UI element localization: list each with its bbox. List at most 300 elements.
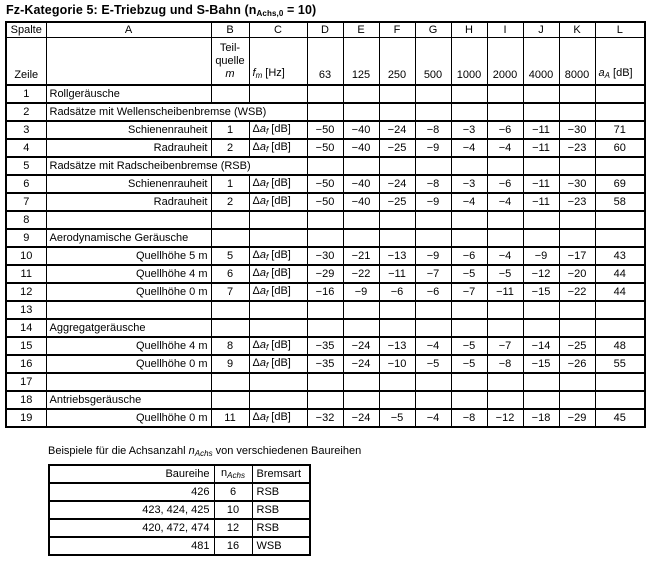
bremsart-cell: RSB [252, 519, 310, 537]
band-value-cell [487, 85, 523, 103]
source-label-cell [46, 301, 211, 319]
baureihe-cell: 481 [49, 537, 214, 555]
aA-total-cell [595, 103, 645, 121]
col-letter-f: F [379, 22, 415, 38]
band-value-cell: −30 [559, 175, 595, 193]
axle-row [49, 501, 310, 519]
nachs-cell: 6 [214, 483, 252, 501]
table-row-zeile-17 [6, 373, 645, 391]
level-symbol-sub: A [604, 71, 610, 80]
zeile-number: 8 [6, 211, 46, 229]
teilquelle-cell: 2 [211, 139, 249, 157]
band-value-cell [451, 157, 487, 175]
label-column-header [46, 38, 211, 86]
band-value-cell [343, 319, 379, 337]
band-value-cell [559, 211, 595, 229]
caption-n-symbol: n [188, 445, 195, 457]
band-value-cell: −17 [559, 247, 595, 265]
table-row-zeile-7 [6, 193, 645, 211]
band-value-cell [523, 373, 559, 391]
band-value-cell: −5 [451, 265, 487, 283]
aA-total-cell: 48 [595, 337, 645, 355]
nachs-cell: 10 [214, 501, 252, 519]
delta-af-cell [249, 85, 307, 103]
band-value-cell [559, 157, 595, 175]
band-value-cell [523, 301, 559, 319]
nachs-symbol: n [221, 466, 228, 479]
band-value-cell: −25 [379, 139, 415, 157]
baureihe-header: Baureihe [49, 465, 214, 483]
table-row-zeile-6 [6, 175, 645, 193]
freq-4000: 4000 [523, 38, 559, 86]
bremsart-cell: RSB [252, 483, 310, 501]
band-value-cell: −15 [523, 355, 559, 373]
aA-total-cell: 71 [595, 121, 645, 139]
column-letter-row [6, 22, 645, 38]
aA-total-cell: 58 [595, 193, 645, 211]
band-value-cell [379, 85, 415, 103]
band-value-cell [451, 85, 487, 103]
band-value-cell: −11 [379, 265, 415, 283]
band-value-cell: −24 [379, 121, 415, 139]
band-value-cell [415, 211, 451, 229]
source-label-cell: Quellhöhe 0 m [46, 355, 211, 373]
teilquelle-cell: 9 [211, 355, 249, 373]
band-value-cell: −3 [451, 175, 487, 193]
level-unit: [dB] [609, 67, 633, 79]
zeile-number: 5 [6, 157, 46, 175]
band-value-cell: −6 [451, 247, 487, 265]
delta-a-symbol: a [259, 338, 266, 351]
source-label-cell: Schienenrauheit [46, 175, 211, 193]
freq-1000: 1000 [451, 38, 487, 86]
freq-63: 63 [307, 38, 343, 86]
caption-suffix: von verschiedenen Baureihen [212, 445, 362, 457]
section-header-cell: Antriebsgeräusche [46, 391, 211, 409]
zeile-number: 2 [6, 103, 46, 121]
source-label-cell: Quellhöhe 0 m [46, 283, 211, 301]
band-value-cell [559, 229, 595, 247]
delta-f-subscript: f [265, 180, 269, 190]
caption-text: Beispiele für die Achsanzahl [48, 445, 189, 457]
band-value-cell: −15 [523, 283, 559, 301]
delta-a-symbol: a [259, 194, 266, 207]
band-value-cell: −29 [307, 265, 343, 283]
teilquelle-cell [211, 373, 249, 391]
freq-2000: 2000 [487, 38, 523, 86]
teilquelle-cell: 11 [211, 409, 249, 427]
col-letter-j: J [523, 22, 559, 38]
band-value-cell: −7 [451, 283, 487, 301]
aA-total-cell: 43 [595, 247, 645, 265]
band-value-cell [559, 301, 595, 319]
band-value-cell: −6 [379, 283, 415, 301]
band-value-cell [559, 85, 595, 103]
band-value-cell [451, 301, 487, 319]
col-letter-i: I [487, 22, 523, 38]
col-letter-e: E [343, 22, 379, 38]
band-value-cell [523, 319, 559, 337]
delta-f-subscript: f [265, 198, 269, 208]
band-value-cell [523, 103, 559, 121]
teilquelle-cell [211, 391, 249, 409]
axle-examples-table [48, 464, 311, 556]
band-value-cell: −12 [487, 409, 523, 427]
col-letter-a: A [46, 22, 211, 38]
delta-a-symbol: a [259, 248, 266, 261]
level-column-header [595, 38, 645, 86]
unit-header-row [6, 38, 645, 86]
band-value-cell: −3 [451, 121, 487, 139]
delta-f-subscript: f [265, 288, 269, 298]
teilquelle-cell [211, 229, 249, 247]
axle-table-header-row [49, 465, 310, 483]
band-value-cell [559, 319, 595, 337]
delta-af-cell [249, 211, 307, 229]
band-value-cell: −6 [487, 121, 523, 139]
band-value-cell: −24 [343, 409, 379, 427]
band-value-cell [379, 211, 415, 229]
delta-af-cell [249, 301, 307, 319]
delta-f-subscript: f [265, 270, 269, 280]
zeile-number: 7 [6, 193, 46, 211]
zeile-number: 9 [6, 229, 46, 247]
band-value-cell [379, 157, 415, 175]
band-value-cell [343, 301, 379, 319]
band-value-cell: −21 [343, 247, 379, 265]
band-value-cell: −4 [415, 337, 451, 355]
band-value-cell [523, 229, 559, 247]
delta-af-cell [249, 391, 307, 409]
band-value-cell [307, 103, 343, 121]
title-text: Fz-Kategorie 5: E-Triebzug und S-Bahn (n [6, 3, 257, 17]
band-value-cell: −9 [415, 139, 451, 157]
band-value-cell: −30 [559, 121, 595, 139]
band-value-cell: −8 [415, 175, 451, 193]
zeile-number: 17 [6, 373, 46, 391]
table-row-zeile-18 [6, 391, 645, 409]
teilquelle-cell: 1 [211, 175, 249, 193]
band-value-cell: −9 [415, 247, 451, 265]
band-value-cell [379, 373, 415, 391]
band-value-cell: −24 [343, 355, 379, 373]
teilquelle-header [211, 38, 249, 86]
band-value-cell: −22 [343, 265, 379, 283]
source-label-cell: Schienenrauheit [46, 121, 211, 139]
emission-table [5, 21, 646, 428]
baureihe-cell: 423, 424, 425 [49, 501, 214, 519]
band-value-cell [307, 391, 343, 409]
band-value-cell [379, 301, 415, 319]
band-value-cell: −8 [415, 121, 451, 139]
teilquelle-cell: 5 [211, 247, 249, 265]
band-value-cell [451, 103, 487, 121]
delta-a-symbol: a [259, 176, 266, 189]
delta-f-subscript: f [265, 414, 269, 424]
teilquelle-cell [211, 85, 249, 103]
band-value-cell [307, 373, 343, 391]
freq-8000: 8000 [559, 38, 595, 86]
band-value-cell [559, 373, 595, 391]
teilquelle-line1: Teil- [219, 41, 241, 54]
band-value-cell: −40 [343, 139, 379, 157]
band-value-cell: −35 [307, 337, 343, 355]
band-value-cell: −10 [379, 355, 415, 373]
zeile-corner: Zeile [6, 38, 46, 86]
aA-total-cell: 60 [595, 139, 645, 157]
band-value-cell [559, 103, 595, 121]
spalte-corner: Spalte [6, 22, 46, 38]
delta-af-cell: Δaf [dB] [249, 193, 307, 211]
aA-total-cell [595, 319, 645, 337]
aA-total-cell: 44 [595, 283, 645, 301]
delta-af-cell [249, 319, 307, 337]
nachs-sub: Achs [227, 470, 245, 480]
band-value-cell: −5 [379, 409, 415, 427]
aA-total-cell: 69 [595, 175, 645, 193]
baureihe-cell: 420, 472, 474 [49, 519, 214, 537]
teilquelle-cell: 7 [211, 283, 249, 301]
band-value-cell [343, 85, 379, 103]
band-value-cell: −24 [343, 337, 379, 355]
teilquelle-cell [211, 319, 249, 337]
delta-f-subscript: f [265, 360, 269, 370]
table-row-zeile-9 [6, 229, 645, 247]
aA-total-cell [595, 85, 645, 103]
table-row-zeile-10 [6, 247, 645, 265]
band-value-cell: −4 [487, 247, 523, 265]
zeile-number: 10 [6, 247, 46, 265]
nachs-cell: 16 [214, 537, 252, 555]
zeile-number: 15 [6, 337, 46, 355]
delta-a-symbol: a [259, 284, 266, 297]
zeile-number: 12 [6, 283, 46, 301]
band-value-cell: −29 [559, 409, 595, 427]
aA-total-cell [595, 373, 645, 391]
band-value-cell [487, 211, 523, 229]
examples-caption [48, 445, 647, 458]
axle-row [49, 519, 310, 537]
freq-125: 125 [343, 38, 379, 86]
band-value-cell [451, 391, 487, 409]
band-value-cell: −24 [379, 175, 415, 193]
band-value-cell: −5 [451, 337, 487, 355]
zeile-number: 14 [6, 319, 46, 337]
delta-af-cell: Δaf [dB] [249, 409, 307, 427]
band-value-cell [487, 229, 523, 247]
aA-total-cell [595, 391, 645, 409]
zeile-number: 19 [6, 409, 46, 427]
bremsart-cell: RSB [252, 501, 310, 519]
band-value-cell: −26 [559, 355, 595, 373]
band-value-cell [487, 301, 523, 319]
col-letter-b: B [211, 22, 249, 38]
band-value-cell: −50 [307, 139, 343, 157]
title-subscript: Achs,0 [256, 9, 284, 18]
delta-af-cell: Δaf [dB] [249, 283, 307, 301]
teilquelle-line2: quelle [215, 54, 245, 67]
source-label-cell: Radrauheit [46, 193, 211, 211]
band-value-cell [379, 229, 415, 247]
col-letter-h: H [451, 22, 487, 38]
aA-total-cell: 45 [595, 409, 645, 427]
band-value-cell: −50 [307, 121, 343, 139]
band-value-cell: −35 [307, 355, 343, 373]
band-value-cell: −6 [415, 283, 451, 301]
axle-row [49, 537, 310, 555]
section-header-cell: Rollgeräusche [46, 85, 211, 103]
band-value-cell [451, 319, 487, 337]
band-value-cell [343, 103, 379, 121]
aA-total-cell [595, 301, 645, 319]
band-value-cell [487, 373, 523, 391]
delta-a-symbol: a [259, 356, 266, 369]
band-value-cell [307, 211, 343, 229]
source-label-cell: Quellhöhe 0 m [46, 409, 211, 427]
delta-af-cell: Δaf [dB] [249, 337, 307, 355]
band-value-cell: −5 [487, 265, 523, 283]
frequency-column-header [249, 38, 307, 86]
teilquelle-symbol: m [225, 67, 235, 80]
band-value-cell: −5 [415, 355, 451, 373]
band-value-cell: −6 [487, 175, 523, 193]
source-label-cell: Quellhöhe 4 m [46, 265, 211, 283]
axle-row [49, 483, 310, 501]
band-value-cell [415, 391, 451, 409]
band-value-cell [415, 103, 451, 121]
col-letter-d: D [307, 22, 343, 38]
band-value-cell: −11 [523, 121, 559, 139]
band-value-cell: −5 [451, 355, 487, 373]
title-suffix: = 10) [283, 3, 317, 17]
col-letter-g: G [415, 22, 451, 38]
band-value-cell: −4 [487, 139, 523, 157]
teilquelle-cell: 1 [211, 121, 249, 139]
col-letter-c: C [249, 22, 307, 38]
aA-total-cell [595, 229, 645, 247]
aA-total-cell: 55 [595, 355, 645, 373]
band-value-cell [307, 229, 343, 247]
aA-total-cell [595, 157, 645, 175]
band-value-cell [487, 319, 523, 337]
band-value-cell [523, 85, 559, 103]
band-value-cell [523, 157, 559, 175]
band-value-cell: −40 [343, 175, 379, 193]
band-value-cell: −11 [523, 175, 559, 193]
delta-f-subscript: f [265, 126, 269, 136]
zeile-number: 4 [6, 139, 46, 157]
band-value-cell: −18 [523, 409, 559, 427]
table-row-zeile-2 [6, 103, 645, 121]
teilquelle-cell: 6 [211, 265, 249, 283]
baureihe-cell: 426 [49, 483, 214, 501]
source-label-cell [46, 211, 211, 229]
caption-n-sub: Achs [194, 449, 213, 458]
band-value-cell [307, 157, 343, 175]
aA-total-cell [595, 211, 645, 229]
delta-af-cell: Δaf [dB] [249, 121, 307, 139]
band-value-cell [451, 211, 487, 229]
band-value-cell [343, 211, 379, 229]
emission-table-body [6, 85, 645, 427]
source-label-cell: Quellhöhe 4 m [46, 337, 211, 355]
band-value-cell: −11 [487, 283, 523, 301]
band-value-cell [523, 391, 559, 409]
band-value-cell [379, 103, 415, 121]
band-value-cell [523, 211, 559, 229]
nachs-header [214, 465, 252, 483]
band-value-cell [343, 373, 379, 391]
table-row-zeile-16 [6, 355, 645, 373]
bremsart-header: Bremsart [252, 465, 310, 483]
band-value-cell: −8 [487, 355, 523, 373]
band-value-cell: −4 [415, 409, 451, 427]
band-value-cell [415, 319, 451, 337]
band-value-cell: −40 [343, 193, 379, 211]
source-label-cell: Radrauheit [46, 139, 211, 157]
group-subheader-cell: Radsätze mit Wellenscheibenbremse (WSB) [46, 103, 307, 121]
delta-af-cell [249, 373, 307, 391]
band-value-cell [559, 391, 595, 409]
col-letter-l: L [595, 22, 645, 38]
band-value-cell: −25 [559, 337, 595, 355]
source-label-cell: Quellhöhe 5 m [46, 247, 211, 265]
band-value-cell: −16 [307, 283, 343, 301]
delta-a-symbol: a [259, 122, 266, 135]
band-value-cell: −20 [559, 265, 595, 283]
band-value-cell: −22 [559, 283, 595, 301]
zeile-number: 6 [6, 175, 46, 193]
delta-f-subscript: f [265, 342, 269, 352]
band-value-cell [307, 301, 343, 319]
band-value-cell [415, 229, 451, 247]
band-value-cell: −4 [451, 193, 487, 211]
delta-a-symbol: a [259, 410, 266, 423]
freq-symbol-sub: m [255, 71, 263, 80]
teilquelle-cell [211, 301, 249, 319]
table-row-zeile-12 [6, 283, 645, 301]
band-value-cell: −11 [523, 193, 559, 211]
teilquelle-cell [211, 211, 249, 229]
table-row-zeile-3 [6, 121, 645, 139]
band-value-cell: −50 [307, 175, 343, 193]
group-subheader-cell: Radsätze mit Radscheibenbremse (RSB) [46, 157, 307, 175]
source-label-cell [46, 373, 211, 391]
band-value-cell: −7 [415, 265, 451, 283]
table-row-zeile-14 [6, 319, 645, 337]
section-header-cell: Aggregatgeräusche [46, 319, 211, 337]
table-row-zeile-5 [6, 157, 645, 175]
teilquelle-cell: 8 [211, 337, 249, 355]
freq-unit: [Hz] [262, 67, 285, 79]
zeile-number: 18 [6, 391, 46, 409]
delta-af-cell: Δaf [dB] [249, 247, 307, 265]
teilquelle-cell: 2 [211, 193, 249, 211]
zeile-number: 16 [6, 355, 46, 373]
band-value-cell: −9 [523, 247, 559, 265]
band-value-cell: −32 [307, 409, 343, 427]
band-value-cell: −30 [307, 247, 343, 265]
zeile-number: 13 [6, 301, 46, 319]
col-letter-k: K [559, 22, 595, 38]
band-value-cell [415, 373, 451, 391]
band-value-cell: −9 [415, 193, 451, 211]
band-value-cell: −7 [487, 337, 523, 355]
band-value-cell: −12 [523, 265, 559, 283]
band-value-cell: −23 [559, 193, 595, 211]
band-value-cell [307, 319, 343, 337]
band-value-cell [343, 157, 379, 175]
